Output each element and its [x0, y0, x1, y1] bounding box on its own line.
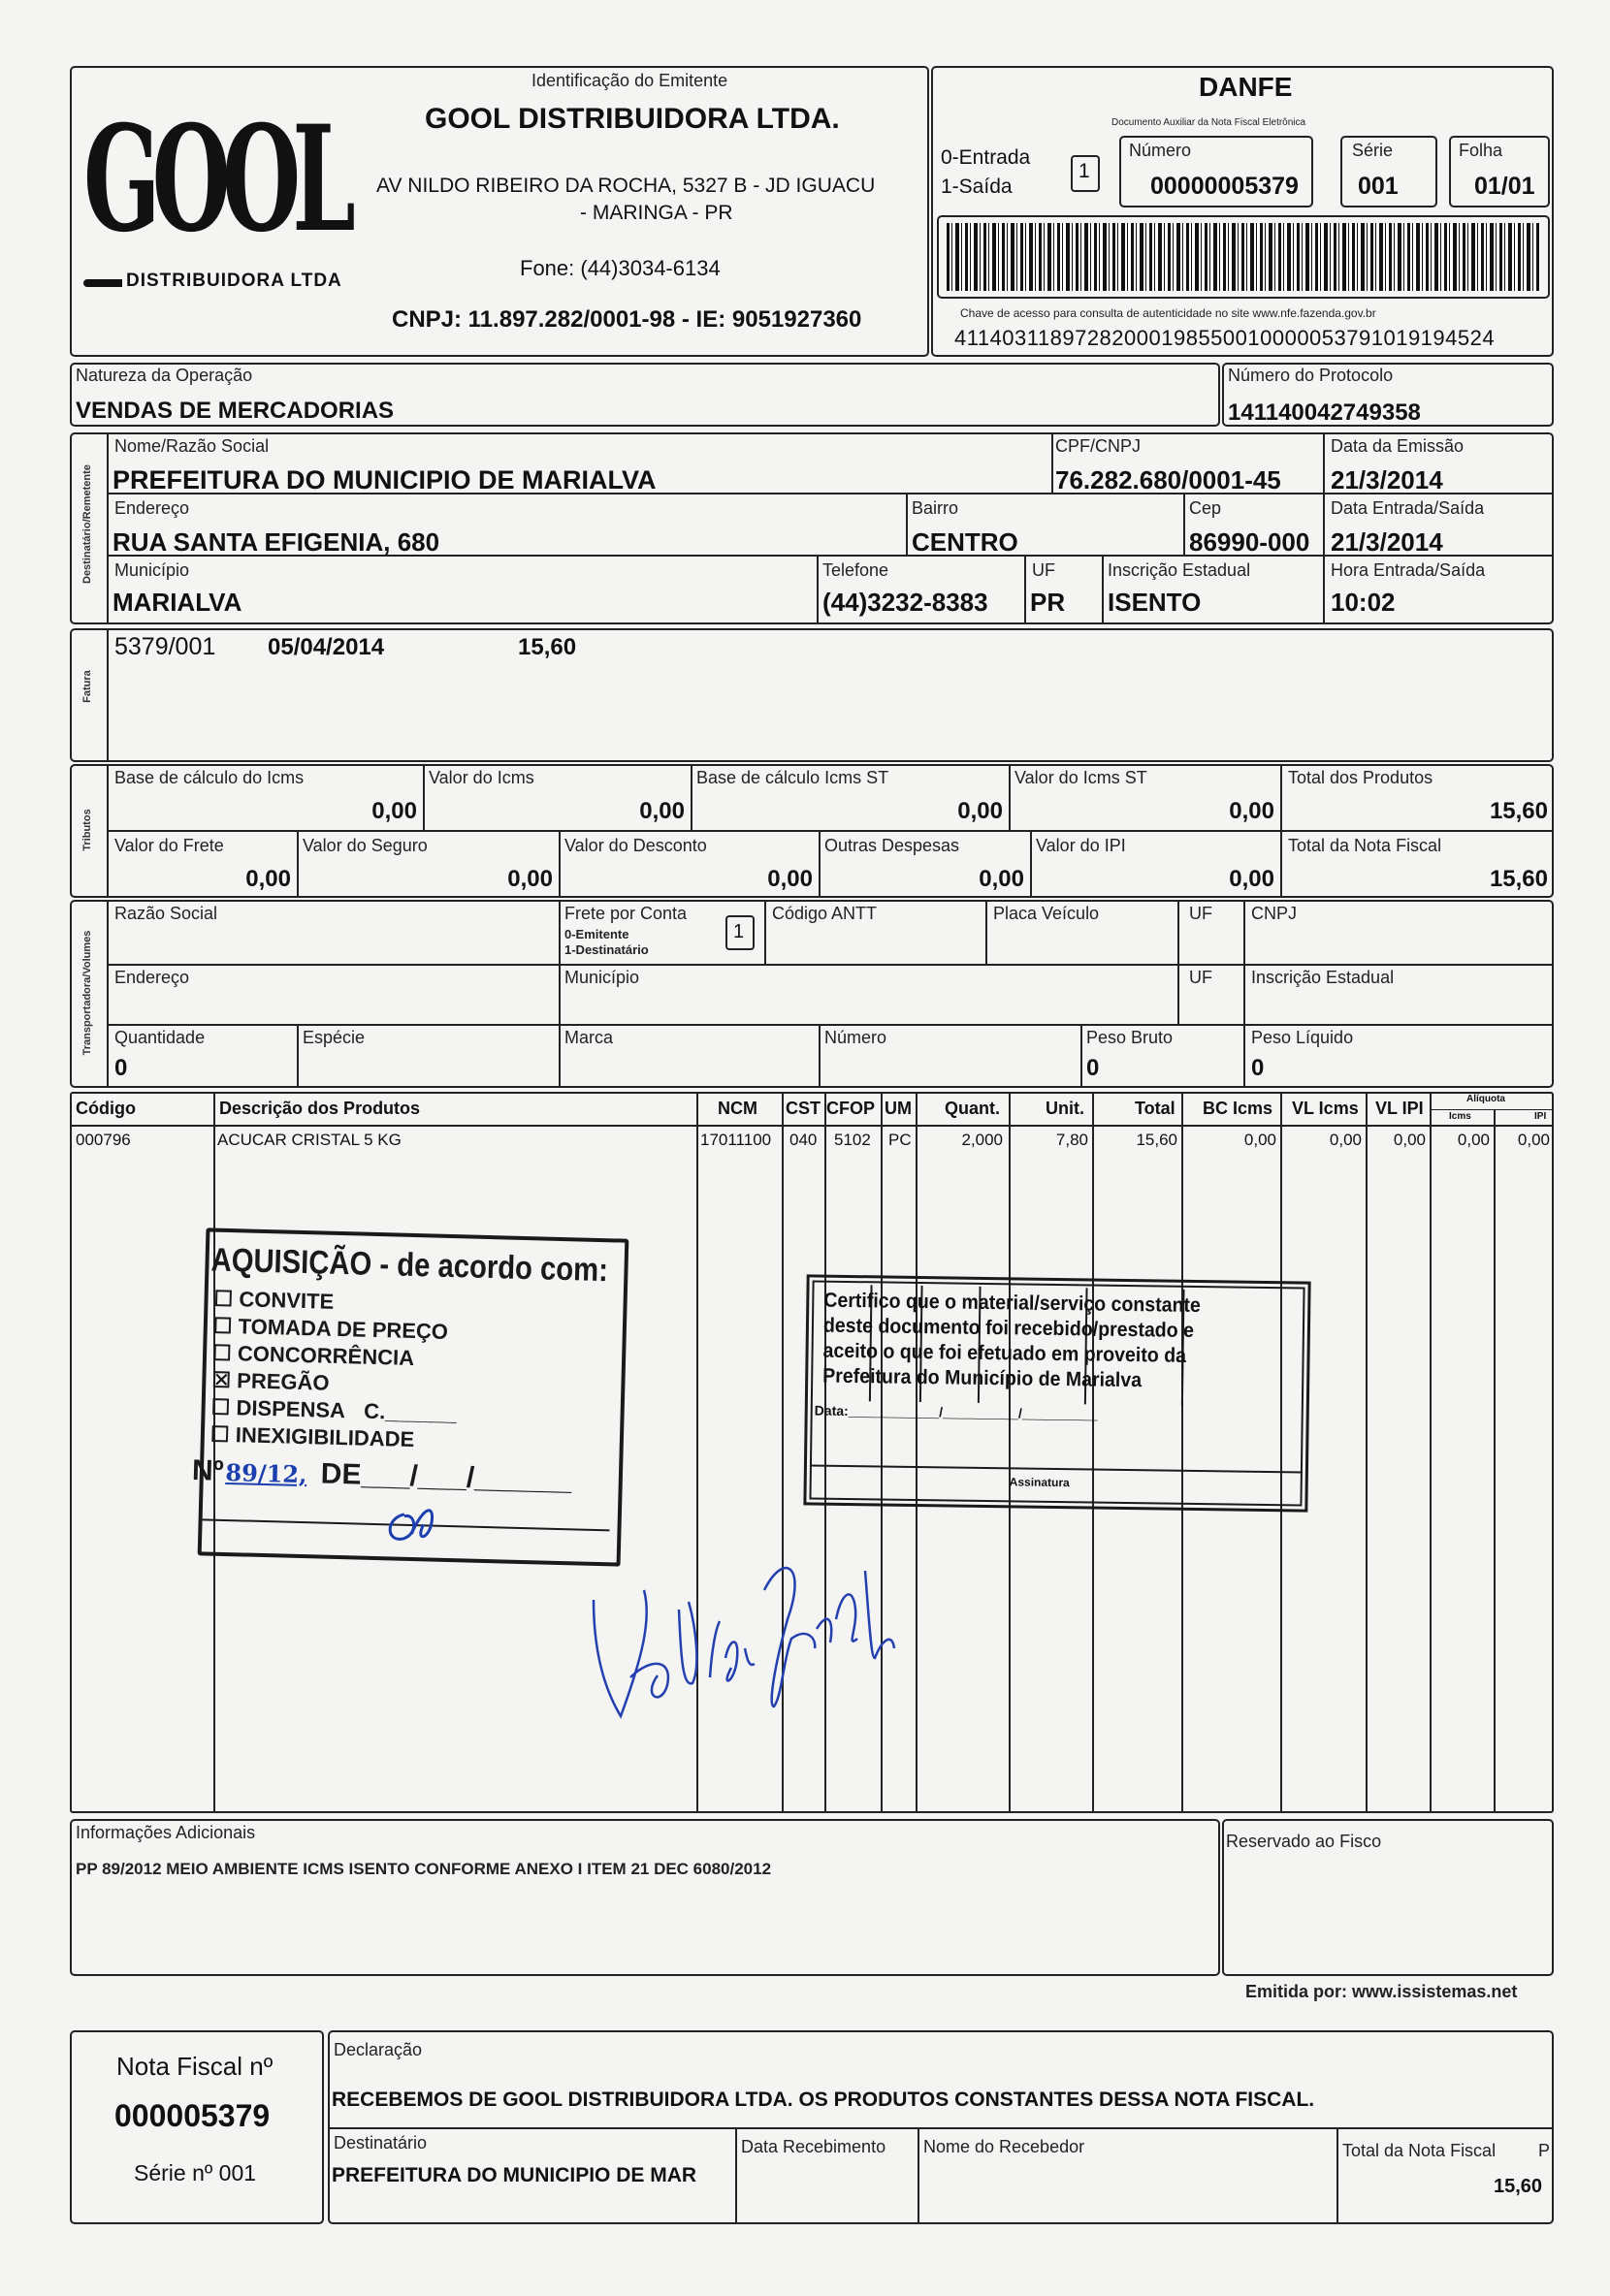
col-quant: Quant. — [945, 1099, 1000, 1118]
checkbox-icon: ☐ — [212, 1313, 233, 1339]
transp-ie-label: Inscrição Estadual — [1251, 968, 1395, 987]
col-ncm: NCM — [718, 1099, 757, 1118]
adicionais-texto: PP 89/2012 MEIO AMBIENTE ICMS ISENTO CONFORME ANEXO I ITEM 21 DEC 6080/2012 — [76, 1860, 772, 1878]
transp-endereco-label: Endereço — [114, 968, 190, 987]
fatura-data: 05/04/2014 — [268, 634, 385, 660]
col-descricao: Descrição dos Produtos — [219, 1099, 421, 1118]
destinatario-side-label: Destinatário/Remetente — [81, 464, 93, 584]
cell-descricao: ACUCAR CRISTAL 5 KG — [217, 1131, 402, 1149]
transp-antt-label: Código ANTT — [772, 904, 878, 923]
emitente-address-1: AV NILDO RIBEIRO DA ROCHA, 5327 B - JD IGUACU — [376, 175, 876, 197]
certificado-line-2: deste documento foi recebido/prestado e — [822, 1314, 1195, 1342]
fatura-valor: 15,60 — [518, 634, 577, 660]
dest-ie: ISENTO — [1108, 588, 1202, 617]
fatura-side-label: Fatura — [81, 670, 93, 703]
cell-um: PC — [888, 1131, 912, 1149]
stamp-title: AQUISIÇÃO - de acordo com: — [210, 1241, 609, 1290]
checkbox-icon: ☐ — [209, 1421, 230, 1448]
cell-cst: 040 — [789, 1131, 818, 1149]
frete-label: Valor do Frete — [114, 836, 224, 855]
canhoto-serie: Série nº 001 — [134, 2160, 257, 2185]
transp-frete-value: 1 — [733, 921, 745, 942]
dest-nome: PREFEITURA DO MUNICIPIO DE MARIALVA — [113, 465, 657, 494]
stamp-number-line: Nº89/12, DE___/___/______ — [191, 1454, 572, 1497]
col-bc-icms: BC Icms — [1203, 1099, 1273, 1118]
col-total: Total — [1135, 1099, 1175, 1118]
tipo-value: 1 — [1079, 160, 1090, 182]
col-vl-icms: VL Icms — [1292, 1099, 1359, 1118]
certificado-stamp — [803, 1274, 1310, 1514]
numero-value: 00000005379 — [1150, 173, 1299, 200]
transp-peso-liq: 0 — [1251, 1055, 1265, 1081]
entrada-label: 0-Entrada — [941, 146, 1031, 169]
outras-label: Outras Despesas — [824, 836, 960, 855]
cell-aliq-icms: 0,00 — [1457, 1131, 1490, 1149]
canhoto-nome-label: Nome do Recebedor — [923, 2137, 1085, 2156]
chave-label: Chave de acesso para consulta de autenticidade no site www.nfe.fazenda.gov.br — [960, 306, 1376, 320]
emitente-address-2: - MARINGA - PR — [580, 202, 733, 224]
cell-ncm: 17011100 — [700, 1131, 772, 1149]
natureza-label: Natureza da Operação — [76, 366, 253, 385]
dest-entrada-label: Data Entrada/Saída — [1331, 498, 1485, 518]
frete: 0,00 — [245, 866, 291, 892]
certificado-line-1: Certifico que o material/serviço constante — [823, 1289, 1202, 1318]
dest-emissao: 21/3/2014 — [1331, 465, 1443, 494]
transp-cnpj-label: CNPJ — [1251, 904, 1298, 923]
serie-label: Série — [1352, 141, 1394, 160]
dest-endereco: RUA SANTA EFIGENIA, 680 — [113, 527, 440, 557]
chave-value: 41140311897282000198550010000053791019194524 — [954, 326, 1496, 350]
stamp-option-convite: ☐ CONVITE — [213, 1286, 335, 1314]
declaracao-texto: RECEBEMOS DE GOOL DISTRIBUIDORA LTDA. OS PRODUTOS CONSTANTES DESSA NOTA FISCAL. — [332, 2089, 1315, 2111]
dest-cnpj: 76.282.680/0001-45 — [1055, 465, 1281, 494]
folha-label: Folha — [1459, 141, 1503, 160]
canhoto-total-label: Total da Nota Fiscal — [1342, 2141, 1497, 2160]
stamp-option-pregao: ☒ PREGÃO — [211, 1367, 330, 1395]
canhoto-dest: PREFEITURA DO MUNICIPIO DE MAR — [332, 2164, 697, 2186]
emitente-name: GOOL DISTRIBUIDORA LTDA. — [425, 103, 840, 135]
dest-cep-label: Cep — [1189, 498, 1222, 518]
transp-frete-opt1: 0-Emitente — [564, 927, 629, 941]
barcode — [947, 223, 1540, 291]
cell-codigo: 000796 — [76, 1131, 131, 1149]
total-nf-label: Total da Nota Fiscal — [1288, 836, 1442, 855]
fisco-label: Reservado ao Fisco — [1226, 1832, 1382, 1851]
valor-st-label: Valor do Icms ST — [1014, 768, 1147, 787]
transporte-box — [70, 900, 1554, 1088]
transp-frete-opt2: 1-Destinatário — [564, 942, 649, 957]
dest-hora: 10:02 — [1331, 588, 1396, 617]
canhoto-p: P — [1538, 2141, 1551, 2160]
valor-icms: 0,00 — [639, 798, 685, 824]
col-codigo: Código — [76, 1099, 136, 1118]
transp-uf2-label: UF — [1189, 968, 1212, 987]
cell-aliq-ipi: 0,00 — [1517, 1131, 1550, 1149]
company-logo — [83, 94, 348, 310]
checkbox-icon: ☐ — [213, 1286, 234, 1312]
transp-frete-label: Frete por Conta — [564, 904, 688, 923]
protocolo-label: Número do Protocolo — [1228, 366, 1394, 385]
seguro: 0,00 — [507, 866, 553, 892]
dest-uf: PR — [1030, 588, 1066, 617]
desconto: 0,00 — [767, 866, 813, 892]
dest-municipio: MARIALVA — [113, 588, 242, 617]
stamp-option-concorrencia: ☐ CONCORRÊNCIA — [211, 1340, 415, 1371]
transp-quant: 0 — [114, 1055, 128, 1081]
transp-uf-label: UF — [1189, 904, 1212, 923]
serie-value: 001 — [1358, 173, 1399, 200]
stamp-initials-icon — [374, 1494, 454, 1554]
emitente-label: Identificação do Emitente — [531, 71, 728, 90]
transp-placa-label: Placa Veículo — [993, 904, 1100, 923]
transp-municipio-label: Município — [564, 968, 640, 987]
saida-label: 1-Saída — [941, 175, 1013, 198]
stamp-option-inexigibilidade: ☐ INEXIGIBILIDADE — [209, 1421, 415, 1452]
logo-subtext: DISTRIBUIDORA LTDA — [122, 271, 346, 292]
dest-hora-label: Hora Entrada/Saída — [1331, 560, 1486, 580]
transporte-side-label: Transportadora/Volumes — [81, 930, 93, 1056]
stamp-option-dispensa: ☐ DISPENSA C.______ — [210, 1394, 457, 1426]
ipi: 0,00 — [1229, 866, 1274, 892]
col-um: UM — [885, 1099, 912, 1118]
transp-numero-label: Número — [824, 1028, 887, 1047]
dest-emissao-label: Data da Emissão — [1331, 436, 1465, 456]
outras: 0,00 — [979, 866, 1024, 892]
dest-telefone: (44)3232-8383 — [822, 588, 988, 617]
col-cst: CST — [786, 1099, 821, 1118]
natureza-value: VENDAS DE MERCADORIAS — [76, 398, 395, 424]
canhoto-total: 15,60 — [1494, 2176, 1543, 2197]
valor-icms-label: Valor do Icms — [429, 768, 534, 787]
col-aliquota: Alíquota — [1466, 1094, 1505, 1104]
col-unit: Unit. — [1046, 1099, 1084, 1118]
dest-uf-label: UF — [1032, 560, 1055, 580]
base-st-label: Base de cálculo Icms ST — [696, 768, 889, 787]
certificado-line-4: Prefeitura do Município de Marialva — [822, 1364, 1143, 1392]
col-cfop: CFOP — [826, 1099, 876, 1118]
cell-vl-ipi: 0,00 — [1393, 1131, 1426, 1149]
numero-label: Número — [1129, 141, 1192, 160]
ipi-label: Valor do IPI — [1036, 836, 1126, 855]
total-nf: 15,60 — [1489, 866, 1548, 892]
emitente-cnpj-ie: CNPJ: 11.897.282/0001-98 - IE: 9051927360 — [392, 306, 862, 333]
transp-marca-label: Marca — [564, 1028, 614, 1047]
certificado-assinatura: Assinatura — [1009, 1475, 1070, 1490]
canhoto-nf-label: Nota Fiscal nº — [116, 2052, 274, 2081]
dest-cnpj-label: CPF/CNPJ — [1055, 436, 1142, 456]
logo-text: GOOL — [83, 94, 348, 265]
transp-razao-label: Razão Social — [114, 904, 218, 923]
dest-telefone-label: Telefone — [822, 560, 889, 580]
canhoto-dest-label: Destinatário — [334, 2133, 428, 2152]
dest-bairro-label: Bairro — [912, 498, 959, 518]
total-prod: 15,60 — [1489, 798, 1548, 824]
emitida-por: Emitida por: www.issistemas.net — [1245, 1982, 1518, 2001]
danfe-subtitle: Documento Auxiliar da Nota Fiscal Eletrônica — [1111, 117, 1306, 128]
base-st: 0,00 — [957, 798, 1003, 824]
col-aliq-icms: Icms — [1449, 1111, 1471, 1122]
signature-icon — [574, 1513, 904, 1726]
col-vl-ipi: VL IPI — [1375, 1099, 1424, 1118]
stamp-number-handwritten: 89/12, — [225, 1457, 307, 1489]
fatura-numero: 5379/001 — [114, 633, 216, 660]
transp-peso-bruto: 0 — [1086, 1055, 1100, 1081]
transp-peso-bruto-label: Peso Bruto — [1086, 1028, 1174, 1047]
transp-especie-label: Espécie — [303, 1028, 366, 1047]
canhoto-data-label: Data Recebimento — [741, 2137, 886, 2156]
base-icms-label: Base de cálculo do Icms — [114, 768, 305, 787]
emitente-phone: Fone: (44)3034-6134 — [520, 256, 721, 280]
valor-st: 0,00 — [1229, 798, 1274, 824]
tributos-side-label: Tributos — [81, 809, 93, 851]
dest-cep: 86990-000 — [1189, 527, 1310, 557]
total-prod-label: Total dos Produtos — [1288, 768, 1433, 787]
stamp-option-tomada: ☐ TOMADA DE PREÇO — [212, 1313, 449, 1344]
base-icms: 0,00 — [371, 798, 417, 824]
dest-endereco-label: Endereço — [114, 498, 190, 518]
folha-value: 01/01 — [1474, 173, 1535, 200]
protocolo-value: 141140042749358 — [1228, 399, 1421, 426]
seguro-label: Valor do Seguro — [303, 836, 428, 855]
dest-municipio-label: Município — [114, 560, 190, 580]
cell-unit: 7,80 — [1055, 1131, 1088, 1149]
cell-total: 15,60 — [1136, 1131, 1177, 1149]
checkbox-icon: ☐ — [211, 1340, 233, 1366]
cell-vl-icms: 0,00 — [1329, 1131, 1362, 1149]
transp-quant-label: Quantidade — [114, 1028, 206, 1047]
checked-box-icon: ☒ — [211, 1367, 232, 1393]
danfe-title: DANFE — [1199, 72, 1293, 102]
declaracao-label: Declaração — [334, 2040, 423, 2059]
cell-cfop: 5102 — [834, 1131, 871, 1149]
certificado-line-3: aceito o que foi efetuado em proveito da — [822, 1339, 1187, 1367]
certificado-data: Data:____________/__________/__________ — [814, 1402, 1098, 1422]
checkbox-icon: ☐ — [210, 1394, 231, 1420]
transp-peso-liq-label: Peso Líquido — [1251, 1028, 1354, 1047]
adicionais-label: Informações Adicionais — [76, 1823, 256, 1842]
aquisicao-stamp — [191, 1228, 629, 1566]
dest-ie-label: Inscrição Estadual — [1108, 560, 1251, 580]
dest-bairro: CENTRO — [912, 527, 1018, 557]
col-aliq-ipi: IPI — [1534, 1111, 1547, 1122]
cell-quant: 2,000 — [961, 1131, 1003, 1149]
canhoto-nf: 000005379 — [114, 2098, 271, 2133]
dest-entrada: 21/3/2014 — [1331, 527, 1443, 557]
cell-bc-icms: 0,00 — [1243, 1131, 1276, 1149]
dest-nome-label: Nome/Razão Social — [114, 436, 270, 456]
desconto-label: Valor do Desconto — [564, 836, 707, 855]
